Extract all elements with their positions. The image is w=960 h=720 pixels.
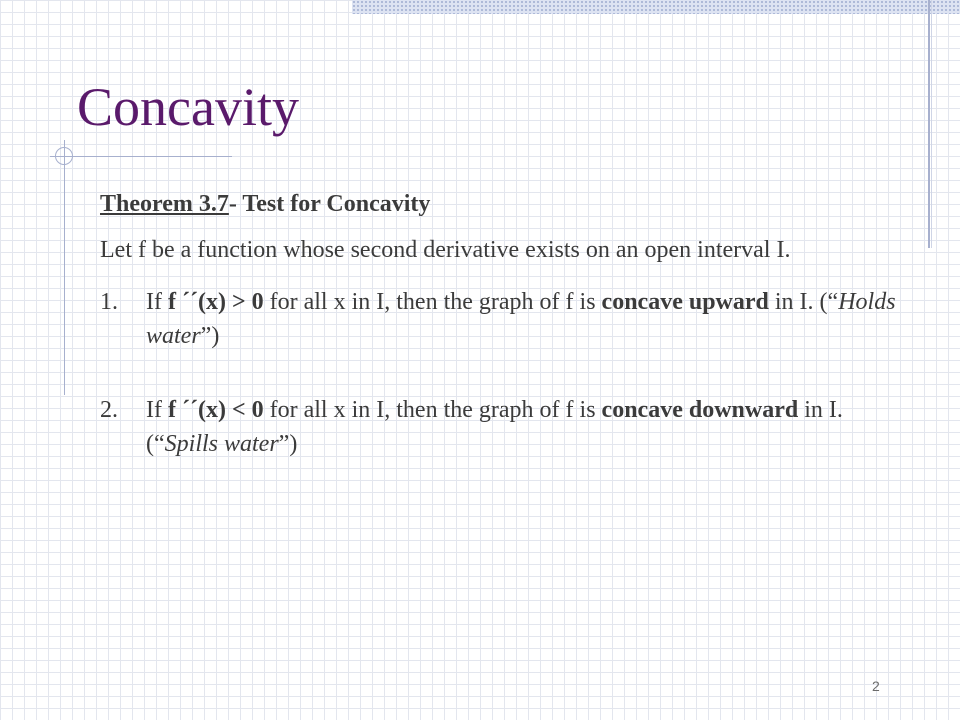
right-decorative-line-shadow [931,0,932,248]
slide-title: Concavity [77,77,299,137]
keyword-direction: downward [688,397,799,423]
list-item-2 [100,393,910,461]
right-decorative-line [928,0,930,248]
item-text: in I. (“ [146,397,843,457]
note: Holds water [146,289,896,349]
keyword-concave: concave [601,397,683,423]
note: Spills water [164,431,279,457]
item-text: If [146,397,168,423]
item-text: ”) [200,323,220,349]
list-item-1 [100,285,910,353]
top-decorative-band [352,0,960,14]
item-text: for all x in I, then the graph of f is [263,397,602,423]
list-number: 1. [100,289,118,315]
keyword-direction: upward [688,289,769,315]
left-vertical-decoration [64,140,65,395]
corner-circle-decoration [55,147,73,165]
item-text: If [146,289,168,315]
page-number: 2 [872,678,880,694]
condition: f ´´(x) < 0 [167,397,264,423]
theorem-heading [100,187,910,221]
theorem-title: - Test for Concavity [228,191,431,217]
item-text: ”) [278,431,298,457]
slide-content [100,187,910,461]
item-text: in I. (“ [768,289,839,315]
keyword-concave: concave [601,289,683,315]
list-number: 2. [100,397,118,423]
theorem-number: Theorem 3.7 [100,191,229,217]
theorem-intro: Let f be a function whose second derivative exists on an open interval I. [100,237,791,263]
title-underline-decoration [50,156,232,157]
item-text: for all x in I, then the graph of f is [263,289,602,315]
condition: f ´´(x) > 0 [167,289,264,315]
